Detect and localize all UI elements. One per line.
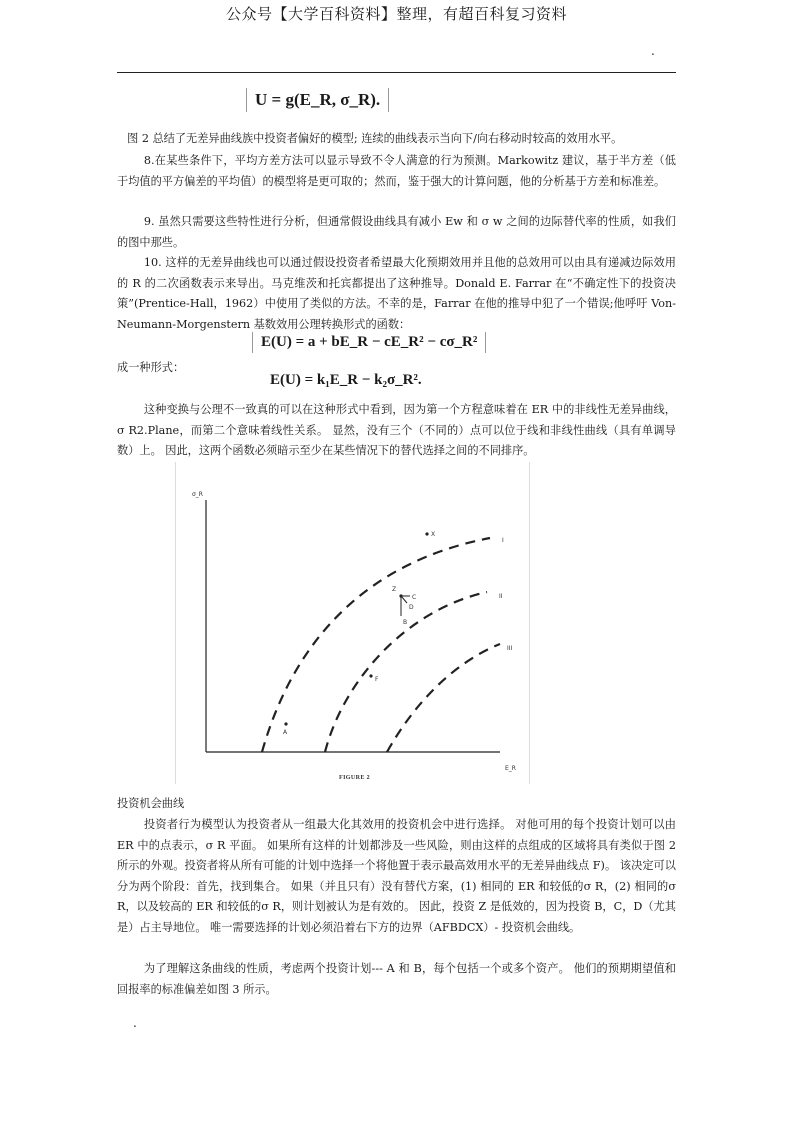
header-rule xyxy=(117,72,676,73)
curve-label-ii: II xyxy=(499,593,503,600)
point-label-d: D xyxy=(409,604,414,611)
y-axis-label: σ_R xyxy=(192,491,203,498)
figure-caption: FIGURE 2 xyxy=(339,775,371,781)
figure-2-svg xyxy=(175,462,530,784)
point-label-f: F xyxy=(375,676,379,683)
section-title-opportunity-curve: 投资机会曲线 xyxy=(117,797,185,810)
equation-utility-text: U = g(E_R, σ_R). xyxy=(255,90,381,109)
page-header: 公众号【大学百科资料】整理，有超百科复习资料 xyxy=(225,5,567,23)
point-label-x: X xyxy=(431,531,436,538)
paragraph-figure-summary: 图 2 总结了无差异曲线族中投资者偏好的模型; 连续的曲线表示当向下/向右移动时较高的效用水平。 xyxy=(127,132,623,145)
header-dot: . xyxy=(651,44,655,58)
paragraph-transformation: 这种变换与公理不一致真的可以在这种形式中看到，因为第一个方程意味着在 ER 中的非线性无差异曲线，σ R2.Plane，而第二个意味着线性关系。 显然，没有三个（不同的）点可以位于线和非线性曲线（具有单调导数）上。 因此，这两个函数必须暗示至少在某些情况下的替代选择之间的不同排序。 xyxy=(117,403,676,457)
point-label-b: B xyxy=(403,619,408,626)
figure-2 xyxy=(175,462,530,784)
paragraph-note-10: 10. 这样的无差异曲线也可以通过假设投资者希望最大化预期效用并且他的总效用可以由具有递减边际效用的 R 的二次函数表示来导出。马克维茨和托宾都提出了这种推导。Donald E. Farrar 在“不确定性下的投资决策”(Prentice-Hall，1962）中使用了类似的方法。不幸的是，Farrar 在他的推导中犯了一个错误;他呼吁 Von-Neumann-Morgenstern 基数效用公理转换形式的函数： xyxy=(117,256,676,331)
curve-label-iii: III xyxy=(507,645,513,652)
paragraph-opportunity-curve: 投资者行为模型认为投资者从一组最大化其效用的投资机会中进行选择。 对他可用的每个投资计划可以由 ER 中的点表示，σ R 平面。 如果所有这样的计划都涉及一些风险，则由这样的点组成的区域将具有类似于图 2 所示的外观。投资者将从所有可能的计划中选择一个将他置于表示最高效用水平的无差异曲线点 F)。 该决定可以分为两个阶段：首先，找到集合。 如果（并且只有）没有替代方案，(1) 相同的 ER 和较低的σ R，(2) 相同的σ R，以及较高的 ER 和较低的σ R，则计划被认为是有效的。 因此，投资 Z 是低效的，因为投资 B，C，D（尤其是）占主导地位。 唯一需要选择的计划必须沿着右下方的边界（AFBDCX）- 投资机会曲线。 xyxy=(117,818,676,934)
point-x xyxy=(425,532,428,535)
point-label-z: Z xyxy=(392,586,397,593)
point-label-a: A xyxy=(283,729,288,736)
equation-expected-utility-linear-text: E(U) = k₁E_R − k₂σ_R². xyxy=(270,372,422,388)
paragraph-form-intro: 成一种形式： xyxy=(117,361,185,374)
point-a xyxy=(284,722,287,725)
point-f xyxy=(369,674,372,677)
paragraph-note-9: 9. 虽然只需要这些特性进行分析，但通常假设曲线具有减小 Ew 和 σ w 之间的边际替代率的性质，如我们的图中那些。 xyxy=(117,215,676,249)
arrow-z-to-d xyxy=(401,596,407,603)
equation-expected-utility-quadratic-text: E(U) = a + bE_R − cE_R² − cσ_R² xyxy=(261,334,478,350)
indifference-curve-iii xyxy=(387,644,500,752)
curve-label-i: I xyxy=(502,537,504,544)
equation-utility xyxy=(246,88,389,112)
point-label-c: C xyxy=(412,594,417,601)
paragraph-two-plans: 为了理解这条曲线的性质，考虑两个投资计划--- A 和 B，每个包括一个或多个资产。 他们的预期期望值和回报率的标准偏差如图 3 所示。 xyxy=(117,962,676,996)
footer-dot: . xyxy=(133,1016,137,1030)
indifference-curve-i xyxy=(262,538,490,752)
paragraph-note-8: 8.在某些条件下，平均方差方法可以显示导致不令人满意的行为预测。Markowitz 建议，基于半方差（低于均值的平方偏差的平均值）的模型将是更可取的；然而，鉴于强大的计算问题，他的分析基于方差和标准差。 xyxy=(117,154,676,188)
x-axis-label: E_R xyxy=(505,765,516,772)
indifference-curve-ii xyxy=(325,592,487,752)
equation-expected-utility-quadratic xyxy=(252,332,486,353)
equation-expected-utility-linear xyxy=(270,372,422,389)
